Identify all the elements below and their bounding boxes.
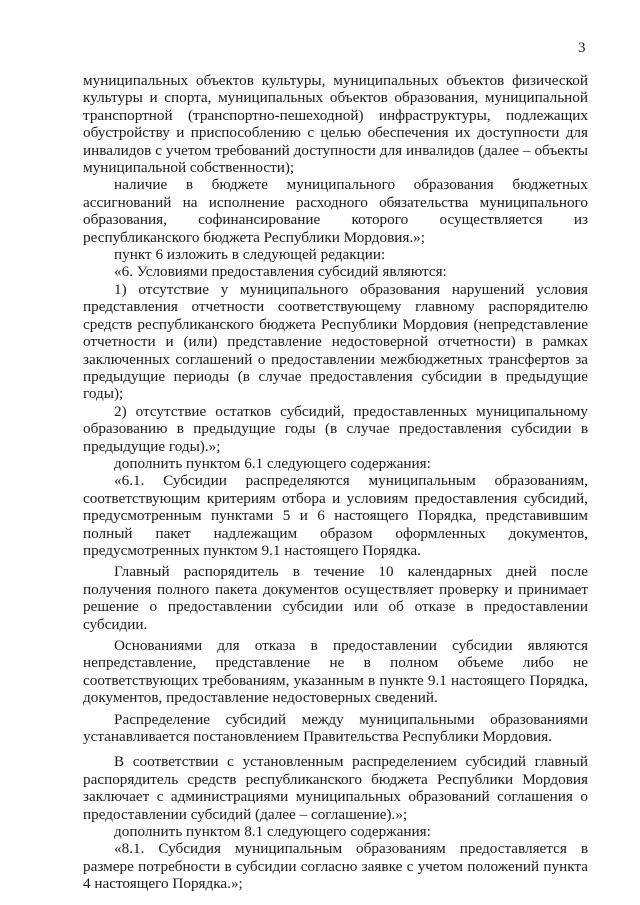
paragraph-budget-allocation: наличие в бюджете муниципального образования бюджетных ассигнований на исполнение расходного обязательства муниципального образования, софинансирование которого осуществляется из республиканского бюджета Республики Мордовия.»; xyxy=(83,176,588,246)
paragraph-item-6-1: «6.1. Субсидии распределяются муниципальным образованиям, соответствующим критериям отбора и условиям предоставления субсидий, предусмотренным пунктами 5 и 6 настоящего Порядка, представившим полный пакет надлежащим образом оформленных документов, предусмотренных пунктом 9.1 настоящего Порядка. xyxy=(83,472,588,559)
paragraph-item-8-1: «8.1. Субсидия муниципальным образованиям предоставляется в размере потребности в субсидии согласно заявке с учетом положений пункта 4 настоящего Порядка.»; xyxy=(83,840,588,893)
page-number: 3 xyxy=(578,40,586,56)
document-body xyxy=(83,72,588,893)
paragraph-add-item-8-1: дополнить пунктом 8.1 следующего содержания: xyxy=(114,823,431,841)
paragraph-review-period: Главный распорядитель в течение 10 календарных дней после получения полного пакета документов осуществляет проверку и принимает решение о предоставлении субсидии или об отказе в предоставлении субсидии. xyxy=(83,563,588,633)
paragraph-refusal-grounds: Основаниями для отказа в предоставлении субсидии являются непредставление, представление не в полном объеме либо не соответствующих требованиям, указанным в пункте 9.1 настоящего Порядка, документов, предоставление недостоверных сведений. xyxy=(83,637,588,707)
paragraph-amend-item-6: пункт 6 изложить в следующей редакции: xyxy=(114,246,386,264)
paragraph-continuation: муниципальных объектов культуры, муниципальных объектов физической культуры и спорта, муниципальных объектов образования, муниципальной транспортной (транспортно-пешеходной) инфраструктуры, подлежащих обустройству и приспособлению с целью обеспечения их доступности для инвалидов с учетом требований доступности для инвалидов (далее – объекты муниципальной собственности); xyxy=(83,72,588,177)
paragraph-condition-1: 1) отсутствие у муниципального образования нарушений условия представления отчетности соответствующему главному распорядителю средств республиканского бюджета Республики Мордовия (непредставление отчетности и (или) представление недостоверной отчетности) в рамках заключенных соглашений о предоставлении межбюджетных трансфертов за предыдущие периоды (в случае предоставления субсидии в предыдущие годы); xyxy=(83,280,588,403)
paragraph-agreement: В соответствии с установленным распределением субсидий главный распорядитель средств республиканского бюджета Республики Мордовия заключает с администрациями муниципальных образований соглашения о предоставлении субсидий (далее – соглашение).»; xyxy=(83,753,588,823)
paragraph-condition-2: 2) отсутствие остатков субсидий, предоставленных муниципальному образованию в предыдущие годы (в случае предоставления субсидии в предыдущие годы).»; xyxy=(83,402,588,455)
paragraph-item-6-heading: «6. Условиями предоставления субсидий являются: xyxy=(114,263,447,281)
paragraph-distribution: Распределение субсидий между муниципальными образованиями устанавливается постановлением Правительства Республики Мордовия. xyxy=(83,710,588,746)
paragraph-add-item-6-1: дополнить пунктом 6.1 следующего содержания: xyxy=(114,454,431,472)
